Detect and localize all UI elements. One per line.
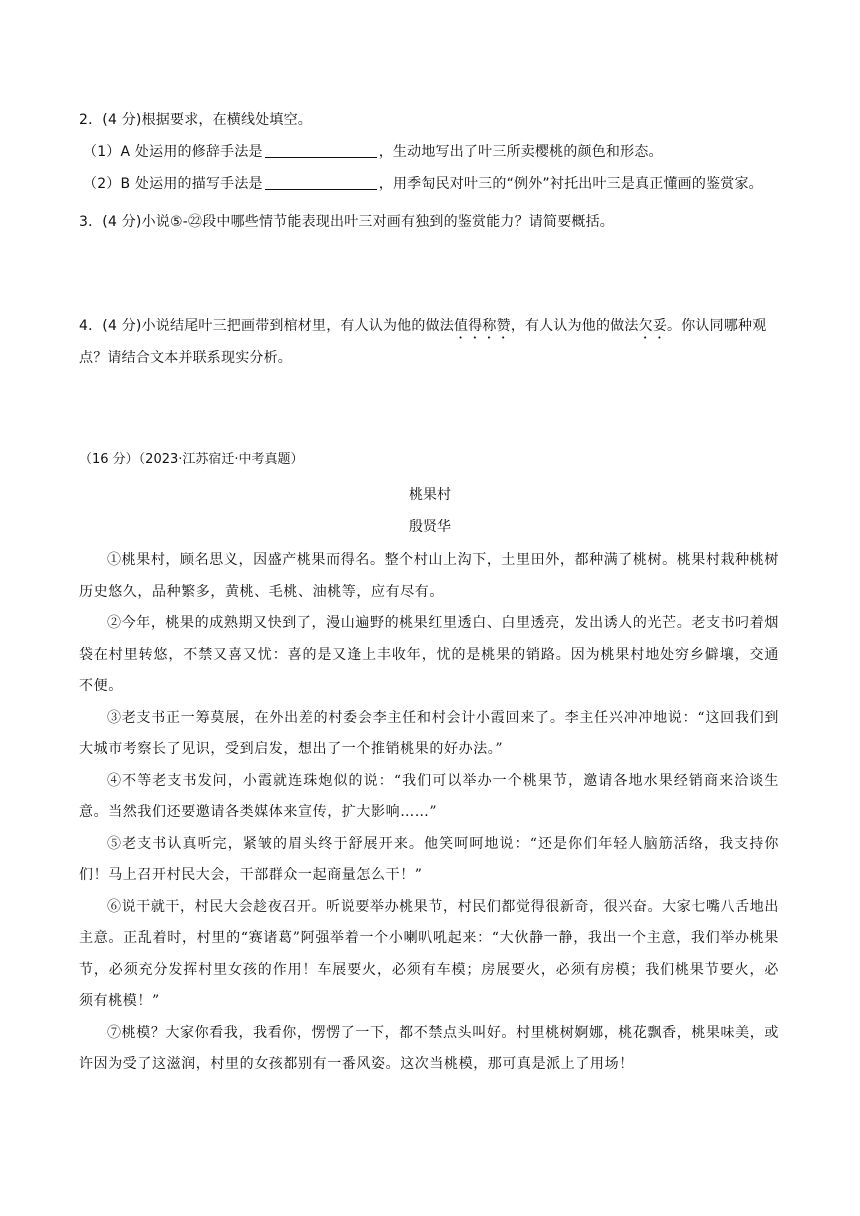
question-2-heading: 2．(4 分)根据要求，在横线处填空。 xyxy=(79,112,312,128)
q4-emphasis-1: 值得称赞 xyxy=(454,318,511,334)
q2-2-prefix: （2）B 处运用的描写手法是 xyxy=(83,176,263,192)
paragraph-4: ④不等老支书发问，小霞就连珠炮似的说：“我们可以举办一个桃果节，邀请各地水果经销商来洽谈生意。当然我们还要邀请各类媒体来宣传，扩大影响……” xyxy=(79,772,779,820)
paragraph-6: ⑥说干就干，村民大会趁夜召开。听说要举办桃果节，村民们都觉得很新奇，很兴奋。大家七嘴八舌地出主意。正乱着时，村里的“赛诸葛”阿强举着一个小喇叭吼起来：“大伙静一静，我出一个主意，我们举办桃果节，必须充分发挥村里女孩的作用！车展要火，必须有车模；房展要火，必须有房模；我们桃果节要火，必须有桃模！” xyxy=(79,898,779,1009)
paragraph-2: ②今年，桃果的成熟期又快到了，漫山遍野的桃果红里透白、白里透亮，发出诱人的光芒。老支书叼着烟袋在村里转悠，不禁又喜又忧：喜的是又逢上丰收年，忧的是桃果的销路。因为桃果村地处穷乡僻壤，交通不便。 xyxy=(79,615,779,694)
question-2-part-1 xyxy=(83,136,803,168)
question-3: 3．(4 分)小说⑤-㉒段中哪些情节能表现出叶三对画有独到的鉴赏能力？请简要概括。 xyxy=(79,214,614,230)
q4-part-e: 。你认同哪种观点？请结合文本并联系现实分析。 xyxy=(79,318,767,366)
paragraph-7: ⑦桃模？大家你看我，我看你，愣愣了一下，都不禁点头叫好。村里桃树婀娜，桃花飘香，桃果味美，或许因为受了这滋润，村里的女孩都别有一番风姿。这次当桃模，那可真是派上了用场！ xyxy=(79,1024,779,1072)
paragraph-5: ⑤老支书认真听完，紧皱的眉头终于舒展开来。他笑呵呵地说：“还是你们年轻人脑筋活络，我支持你们！马上召开村民大会，干部群众一起商量怎么干！” xyxy=(79,835,779,883)
q2-2-suffix: ，用季匋民对叶三的“例外”衬托出叶三是真正懂画的鉴赏家。 xyxy=(378,176,763,192)
section-source: （16 分）（2023·江苏宿迁·中考真题） xyxy=(79,452,304,467)
q2-1-suffix: ，生动地写出了叶三所卖樱桃的颜色和形态。 xyxy=(378,144,663,160)
q4-part-a: 4．(4 分)小说结尾叶三把画带到棺材里，有人认为他的做法 xyxy=(79,318,454,334)
q2-1-prefix: （1）A 处运用的修辞手法是 xyxy=(83,144,263,160)
q4-part-c: ，有人认为他的做法 xyxy=(510,318,639,334)
story-author: 殷贤华 xyxy=(409,519,451,535)
story-body xyxy=(79,545,779,1081)
story-title: 桃果村 xyxy=(409,487,451,503)
answer-blank-2[interactable] xyxy=(265,175,377,190)
question-2-part-2 xyxy=(83,168,803,200)
paragraph-3: ③老支书正一筹莫展，在外出差的村委会李主任和村会计小霞回来了。李主任兴冲冲地说：“这回我们到大城市考察长了见识，受到启发，想出了一个推销桃果的好办法。” xyxy=(79,709,779,757)
paragraph-1: ①桃果村，顾名思义，因盛产桃果而得名。整个村山上沟下，土里田外，都种满了桃树。桃果村栽种桃树历史悠久，品种繁多，黄桃、毛桃、油桃等，应有尽有。 xyxy=(79,552,779,600)
q4-emphasis-2: 欠妥 xyxy=(638,318,668,334)
question-4 xyxy=(79,310,779,374)
answer-blank-1[interactable] xyxy=(265,143,377,158)
